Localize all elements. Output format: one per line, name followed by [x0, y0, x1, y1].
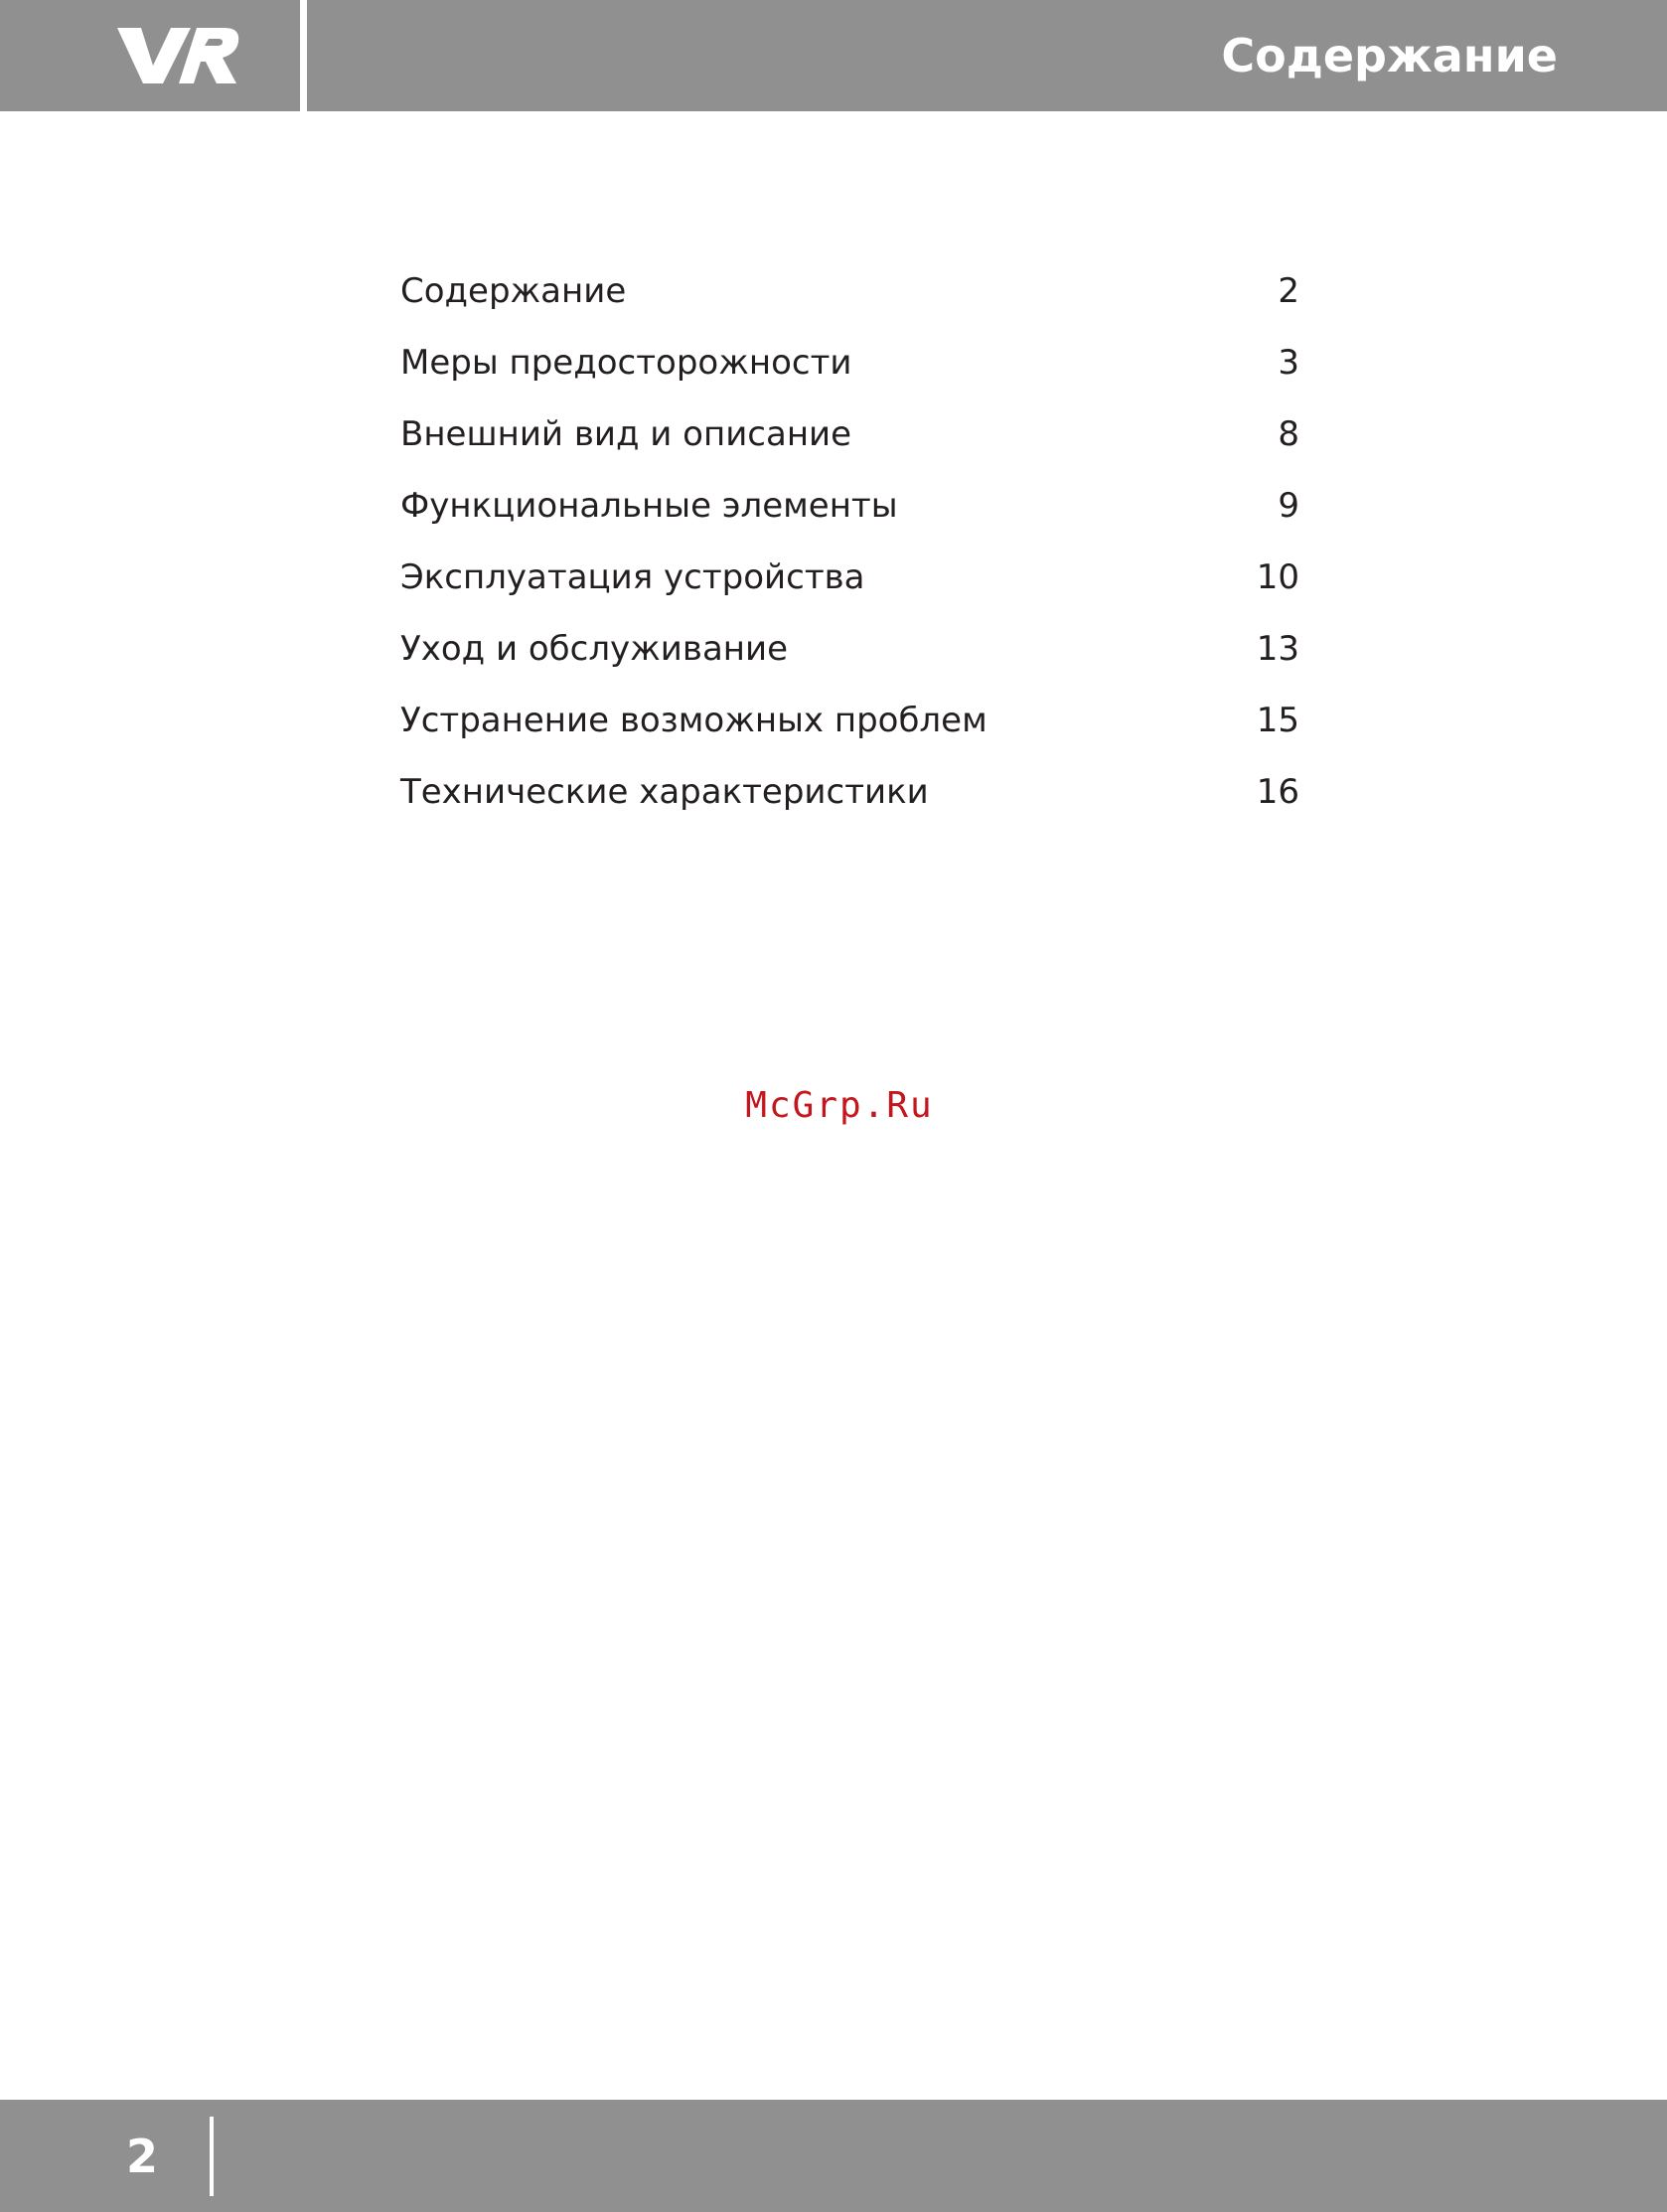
header-bar	[0, 0, 1667, 111]
toc-item[interactable]	[400, 690, 1299, 761]
toc-item[interactable]	[400, 547, 1299, 618]
section-title: Содержание	[1221, 29, 1558, 82]
footer-divider	[210, 2117, 214, 2196]
toc-item-page: 10	[1256, 557, 1299, 597]
table-of-contents	[400, 260, 1299, 833]
toc-item[interactable]	[400, 618, 1299, 690]
toc-item-page: 2	[1278, 271, 1299, 311]
toc-item-title: Содержание	[400, 271, 627, 311]
header-divider	[300, 0, 307, 111]
toc-item-title: Технические характеристики	[400, 772, 929, 812]
toc-item[interactable]	[400, 761, 1299, 833]
toc-item-title: Эксплуатация устройства	[400, 557, 865, 597]
toc-item-page: 8	[1278, 414, 1299, 454]
toc-item-title: Уход и обслуживание	[400, 629, 789, 669]
toc-item-title: Устранение возможных проблем	[400, 701, 987, 740]
toc-item-title: Внешний вид и описание	[400, 414, 852, 454]
toc-item-page: 9	[1278, 486, 1299, 526]
toc-item[interactable]	[400, 332, 1299, 403]
vr-logo	[113, 24, 242, 87]
watermark: McGrp.Ru	[745, 1085, 934, 1126]
toc-item-title: Меры предосторожности	[400, 343, 852, 383]
footer-bar	[0, 2100, 1667, 2212]
toc-item[interactable]	[400, 475, 1299, 547]
toc-item[interactable]	[400, 260, 1299, 332]
toc-item-page: 3	[1278, 343, 1299, 383]
toc-item[interactable]	[400, 403, 1299, 475]
toc-item-page: 15	[1256, 701, 1299, 740]
page-number: 2	[125, 2130, 158, 2183]
toc-item-page: 13	[1256, 629, 1299, 669]
toc-item-page: 16	[1256, 772, 1299, 812]
toc-item-title: Функциональные элементы	[400, 486, 898, 526]
